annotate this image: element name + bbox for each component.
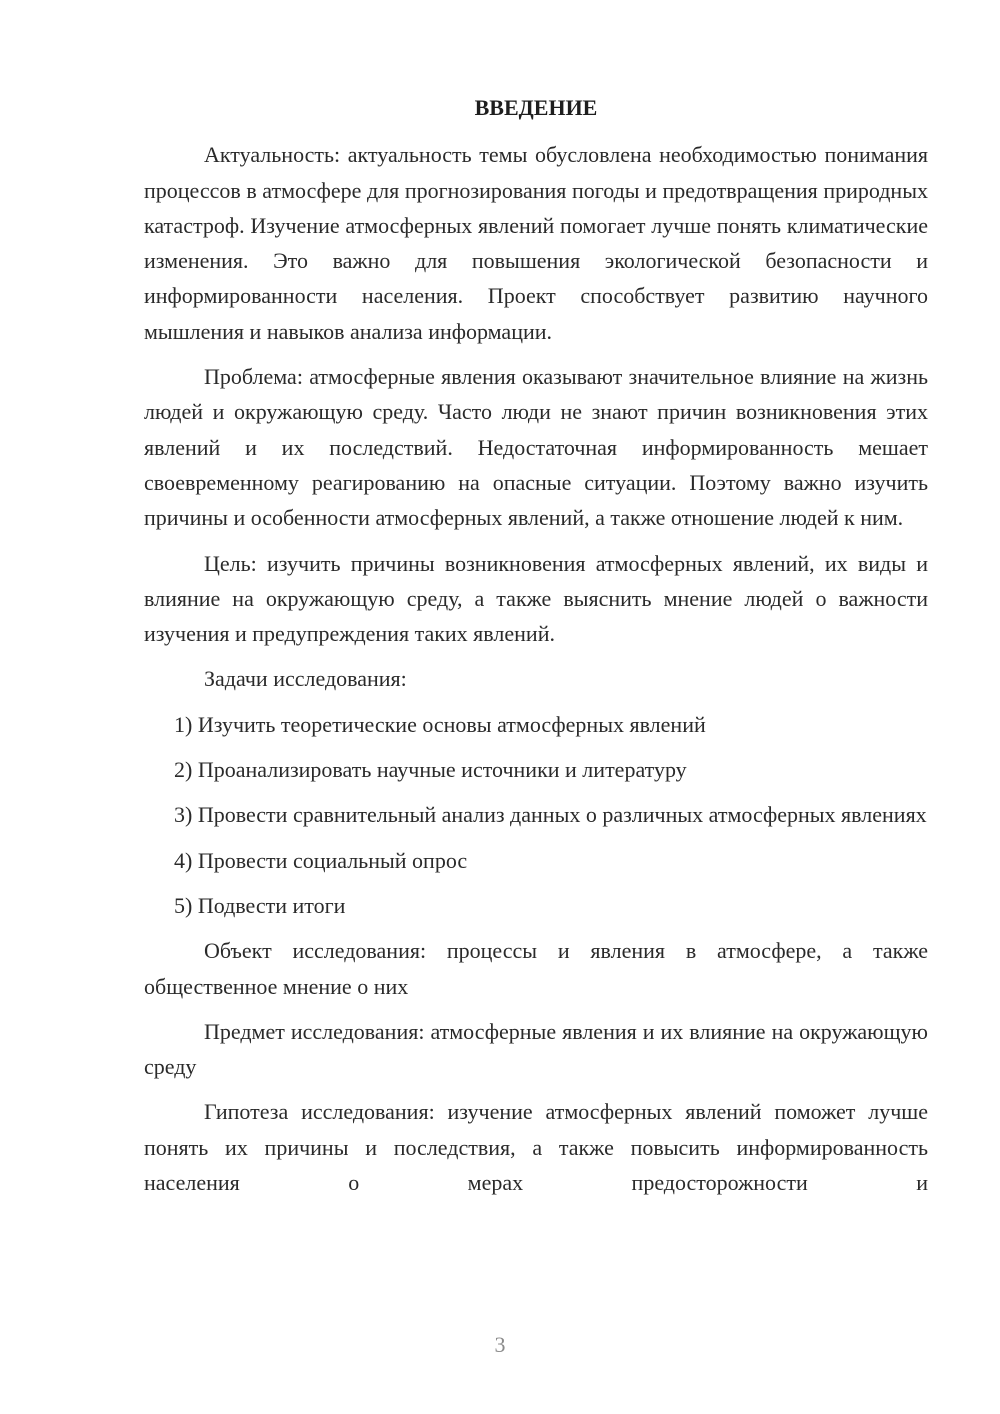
paragraph-subject: Предмет исследования: атмосферные явления и их влияние на окружающую среду: [144, 1018, 928, 1080]
page-number: 3: [494, 1332, 506, 1357]
tasks-list: [144, 707, 928, 923]
paragraph-object: Объект исследования: процессы и явления в атмосфере, а также общественное мнение о них: [144, 938, 928, 999]
paragraph-goal: Цель: изучить причины возникновения атмосферных явлений, их виды и влияние на окружающую среду, а также выяснить мнение людей о важности изучения и предупреждения таких явлений.: [144, 550, 928, 647]
list-item: 3) Провести сравнительный анализ данных о различных атмосферных явлениях: [174, 802, 927, 828]
list-item: 4) Провести социальный опрос: [174, 847, 468, 873]
paragraph-relevance: Актуальность: актуальность темы обусловлена необходимостью понимания процессов в атмосфере для прогнозирования погоды и предотвращения природных катастроф. Изучение атмосферных явлений помогает лучше понять климатические изменения. Это важно для повышения экологической безопасности и информированности населения. Проект способствует развитию научного мышления и навыков анализа информации.: [144, 142, 928, 344]
paragraph-hypothesis: Гипотеза исследования: изучение атмосферных явлений поможет лучше понять их причины и последствия, а также повысить информированность населения о мерах предосторожности и: [144, 1099, 928, 1196]
paragraph-problem: Проблема: атмосферные явления оказывают значительное влияние на жизнь людей и окружающую среду. Часто люди не знают причин возникновения этих явлений и их последствий. Недостаточная информированность мешает своевременному реагированию на опасные ситуации. Поэтому важно изучить причины и особенности атмосферных явлений, а также отношение людей к ним.: [144, 364, 928, 531]
list-item: 2) Проанализировать научные источники и литературу: [174, 757, 687, 783]
list-item: 1) Изучить теоретические основы атмосферных явлений: [174, 711, 706, 737]
page-content: [144, 90, 928, 1210]
list-item: 5) Подвести итоги: [174, 892, 346, 918]
page-title: ВВЕДЕНИЕ: [474, 95, 598, 120]
tasks-title: Задачи исследования:: [204, 666, 407, 692]
